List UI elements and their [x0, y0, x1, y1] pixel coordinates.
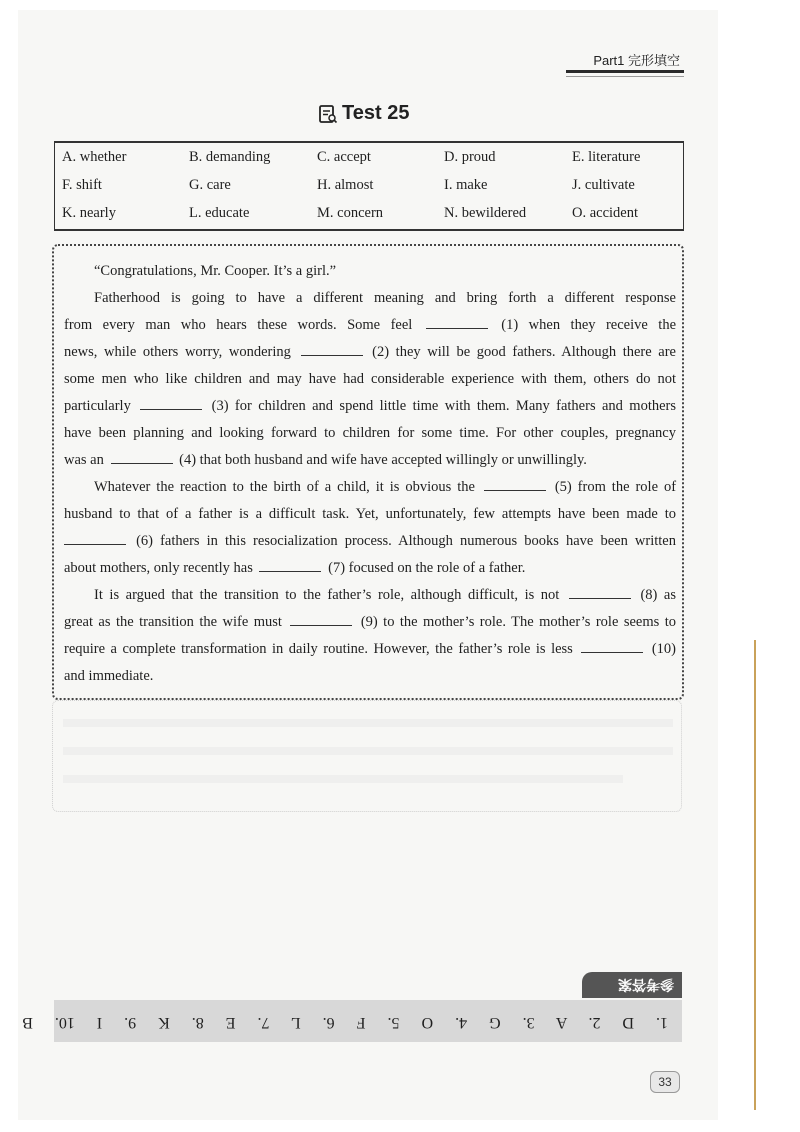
passage-line: some men who like children and may have had considerable experience with them, others do not [64, 371, 676, 387]
option: D. proud [444, 149, 496, 165]
passage-line: about mothers, only recently has (7) focused on the role of a father. [64, 560, 526, 576]
option: H. almost [317, 177, 374, 193]
passage-line: news, while others worry, wondering (2) they will be good fathers. Although there are [64, 344, 676, 360]
page-number: 33 [650, 1071, 680, 1093]
blank-8[interactable] [569, 586, 631, 599]
answer-strip [22, 1000, 682, 1042]
option: M. concern [317, 205, 384, 221]
option: E. literature [572, 149, 641, 165]
answer-key [22, 972, 682, 1042]
option: O. accident [572, 205, 639, 221]
bleed-through-line [63, 719, 673, 727]
blank-10[interactable] [581, 640, 643, 653]
blank-4[interactable] [111, 451, 173, 464]
passage-line: was an (4) that both husband and wife have accepted willingly or unwillingly. [64, 452, 587, 468]
option: G. care [189, 177, 231, 193]
passage-line: great as the transition the wife must (9) to the mother’s role. The mother’s role seems to [64, 614, 677, 630]
bleed-through-line [63, 747, 673, 755]
test-title [318, 102, 409, 125]
option: L. educate [189, 205, 250, 221]
passage-line: particularly (3) for children and spend little time with them. Many fathers and mothers [64, 398, 677, 414]
passage-line: Whatever the reaction to the birth of a child, it is obvious the (5) from the role of [94, 479, 677, 495]
blank-2[interactable] [301, 343, 363, 356]
section-label: Part1 完形填空 [593, 53, 680, 68]
option: J. cultivate [572, 177, 635, 193]
section-header [566, 50, 684, 76]
passage-line: from every man who hears these words. Some feel (1) when they receive the [64, 317, 677, 333]
passage-line: (6) fathers in this resocialization process. Although numerous books have been written [64, 532, 676, 550]
option: F. shift [62, 177, 102, 193]
bleed-through-box [52, 700, 682, 812]
option: B. demanding [189, 149, 271, 165]
option: C. accept [317, 149, 371, 165]
answer-list: 1. D 2. A 3. G 4. O 5. F 6. L 7. E 8. K 9. I 10. B [22, 1014, 668, 1031]
answer-key-tab [582, 972, 682, 998]
blank-7[interactable] [259, 559, 321, 572]
word-bank [54, 141, 684, 231]
blank-6[interactable] [64, 532, 126, 545]
option: A. whether [62, 149, 127, 165]
answer-key-label: 参考答案 [618, 976, 674, 992]
blank-9[interactable] [290, 613, 352, 626]
title-text: Test 25 [342, 102, 410, 124]
passage-line: require a complete transformation in daily routine. However, the father’s role is less (10) [64, 641, 676, 657]
header-rule-thin [566, 76, 684, 77]
passage-line: have been planning and looking forward to children for some time. For other couples, pregnancy [64, 425, 676, 441]
scan-edge [754, 640, 756, 1110]
passage-line: Fatherhood is going to have a different meaning and bring forth a different response [94, 290, 676, 306]
bleed-through-line [63, 775, 623, 783]
option: K. nearly [62, 205, 116, 221]
passage-line: husband to that of a father is a difficult task. Yet, unfortunately, few attempts have been made to [64, 506, 676, 522]
passage-line: “Congratulations, Mr. Cooper. It’s a girl.” [94, 263, 337, 279]
cloze-passage [52, 244, 684, 700]
document-icon [318, 104, 338, 124]
header-rule [566, 70, 684, 73]
passage-line: It is argued that the transition to the father’s role, although difficult, is not (8) as [94, 587, 677, 603]
option: I. make [444, 177, 488, 193]
passage-line: and immediate. [64, 668, 154, 684]
blank-5[interactable] [484, 478, 546, 491]
blank-3[interactable] [140, 397, 202, 410]
blank-1[interactable] [426, 316, 488, 329]
option: N. bewildered [444, 205, 527, 221]
